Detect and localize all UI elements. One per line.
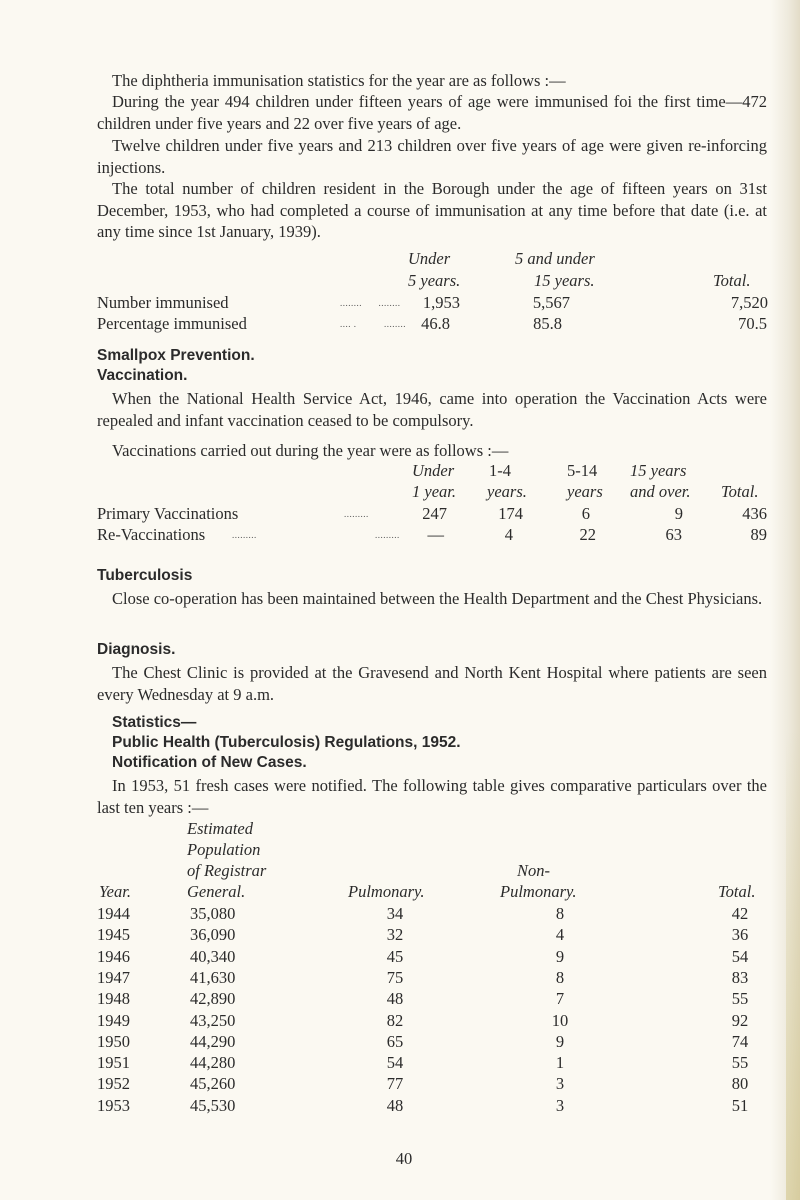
cell-pulmonary: 75: [386, 967, 404, 987]
cell-year: 1946: [97, 946, 130, 966]
cell-non-pulmonary: 10: [551, 1010, 569, 1030]
cell-population: 41,630: [190, 967, 236, 987]
cell-re-1-4: 4: [504, 525, 513, 544]
diphtheria-paragraph-2: Twelve children under five years and 213 children over five years of age were given re-inforcing injections.: [97, 136, 767, 177]
cell-primary-5-14: 6: [581, 504, 590, 523]
cell-non-pulmonary: 8: [555, 904, 565, 923]
header-estimated: Estimated: [187, 819, 253, 838]
cell-year: 1951: [97, 1053, 130, 1073]
cell-non-pulmonary: 8: [555, 967, 565, 987]
header-5-and-under: 5 and under: [515, 249, 595, 268]
page-edge-stain: [786, 730, 800, 1200]
cell-pulmonary: 48: [386, 989, 404, 1009]
cell-number-5-to-15: 5,567: [532, 293, 570, 312]
diagnosis-heading: Diagnosis.: [97, 641, 176, 658]
cell-pulmonary: 32: [386, 925, 404, 945]
cell-non-pulmonary: 9: [555, 1031, 565, 1051]
cell-year: 1945: [97, 925, 130, 945]
cell-non-pulmonary: 3: [555, 1095, 565, 1115]
cell-pulmonary: 77: [386, 1074, 404, 1094]
cell-year: 1949: [97, 1010, 130, 1030]
cell-year: 1948: [97, 989, 130, 1009]
row-label-number-immunised: Number immunised: [97, 293, 229, 312]
cell-percentage-5-to-15: 85.8: [533, 314, 562, 333]
leader-dots: ........ ........: [340, 298, 401, 308]
cell-population: 36,090: [190, 925, 236, 945]
header-pulmonary: Pulmonary.: [348, 882, 425, 901]
header-under-1: Under: [412, 461, 455, 480]
cell-year: 1944: [97, 904, 130, 923]
vaccination-heading: Vaccination.: [97, 367, 188, 384]
cell-re-15-over: 63: [665, 525, 682, 544]
cell-total: 42: [731, 904, 749, 923]
cell-re-5-14: 22: [579, 525, 596, 544]
header-and-over: and over.: [630, 482, 691, 501]
diphtheria-intro: The diphtheria immunisation statistics for the year are as follows :—: [112, 71, 566, 90]
cell-primary-1-4: 174: [498, 504, 523, 523]
cell-year: 1947: [97, 967, 130, 987]
header-total: Total.: [713, 271, 751, 290]
cell-total: 80: [731, 1074, 749, 1094]
diagnosis-paragraph: The Chest Clinic is provided at the Gravesend and North Kent Hospital where patients are seen every Wednesday at 9 a.m.: [97, 663, 767, 704]
cell-pulmonary: 65: [386, 1031, 404, 1051]
cell-population: 43,250: [190, 1010, 236, 1030]
cell-re-under-1: —: [427, 525, 444, 544]
cell-population: 45,530: [190, 1095, 236, 1115]
cell-number-total: 7,520: [730, 293, 768, 312]
vaccination-paragraph: When the National Health Service Act, 1946, came into operation the Vaccination Acts were repealed and infant vaccination ceased to be compulsory.: [97, 389, 767, 430]
cell-total: 36: [731, 925, 749, 945]
row-label-primary-vaccinations: Primary Vaccinations: [97, 504, 239, 523]
notification-paragraph: In 1953, 51 fresh cases were notified. The following table gives comparative particulars over the last ten years :—: [97, 776, 767, 817]
cell-year: 1953: [97, 1095, 130, 1115]
cell-population: 40,340: [190, 946, 236, 966]
cell-total: 55: [731, 1053, 749, 1073]
cell-pulmonary: 54: [386, 1053, 404, 1073]
cell-primary-total: 436: [742, 504, 767, 523]
page-number: 40: [395, 1149, 413, 1168]
regulations-heading: Public Health (Tuberculosis) Regulations, 1952.: [112, 734, 461, 751]
cell-population: 42,890: [190, 989, 236, 1009]
header-population: Population: [187, 840, 261, 859]
cell-year: 1952: [97, 1074, 130, 1094]
cell-percentage-under-5: 46.8: [421, 314, 450, 333]
cell-total: 51: [731, 1095, 749, 1115]
cell-population: 44,280: [190, 1053, 236, 1073]
header-1-4: 1-4: [489, 461, 511, 480]
tuberculosis-paragraph: Close co-operation has been maintained between the Health Department and the Chest Physicians.: [112, 589, 763, 608]
smallpox-heading: Smallpox Prevention.: [97, 347, 255, 364]
cell-total: 55: [731, 989, 749, 1009]
header-under-5: Under: [408, 249, 451, 268]
cell-population: 35,080: [190, 904, 236, 923]
notification-heading: Notification of New Cases.: [112, 754, 307, 771]
cell-primary-15-over: 9: [674, 504, 683, 523]
cell-primary-under-1: 247: [422, 504, 447, 523]
cell-pulmonary: 45: [386, 946, 404, 966]
header-general: General.: [187, 882, 246, 901]
cell-total: 74: [731, 1031, 749, 1051]
tuberculosis-heading: Tuberculosis: [97, 567, 193, 584]
cell-pulmonary: 34: [386, 904, 404, 923]
diphtheria-paragraph-3: The total number of children resident in the Borough under the age of fifteen years on 31st December, 1953, who had completed a course of immunisation at any time before that date (i.e. at any time since 1st January, 1939).: [97, 179, 767, 242]
header-year: Year.: [99, 882, 131, 901]
cell-total: 92: [731, 1010, 749, 1030]
header-total: Total.: [721, 482, 759, 501]
cell-non-pulmonary: 1: [555, 1053, 565, 1073]
header-15-years-over: 15 years: [630, 461, 687, 480]
header-total: Total.: [718, 882, 756, 901]
cell-percentage-total: 70.5: [738, 314, 767, 333]
cell-total: 54: [731, 946, 749, 966]
cell-non-pulmonary: 3: [555, 1074, 565, 1094]
header-1-4-years: years.: [487, 482, 527, 501]
cell-non-pulmonary: 4: [555, 925, 565, 945]
statistics-heading: Statistics—: [112, 714, 197, 731]
header-non: Non-: [517, 861, 550, 880]
row-label-re-vaccinations: Re-Vaccinations: [97, 525, 206, 544]
header-15-years: 15 years.: [534, 271, 595, 290]
leader-dots: ......... .........: [232, 530, 400, 540]
leader-dots: .... . ........: [340, 319, 406, 329]
leader-dots: .........: [344, 509, 369, 519]
header-5-14-years: years: [567, 482, 603, 501]
cell-population: 45,260: [190, 1074, 236, 1094]
cell-re-total: 89: [750, 525, 767, 544]
cell-population: 44,290: [190, 1031, 236, 1051]
cell-non-pulmonary: 9: [555, 946, 565, 966]
cell-year: 1950: [97, 1031, 130, 1051]
header-5-years: 5 years.: [408, 271, 461, 290]
vaccination-intro: Vaccinations carried out during the year were as follows :—: [112, 441, 509, 460]
cell-pulmonary: 82: [386, 1010, 404, 1030]
cell-non-pulmonary: 7: [555, 989, 565, 1009]
row-label-percentage-immunised: Percentage immunised: [97, 314, 247, 333]
cell-total: 83: [731, 967, 749, 987]
cell-pulmonary: 48: [386, 1095, 404, 1115]
diphtheria-paragraph-1: During the year 494 children under fifteen years of age were immunised foi the first time—472 children under five years and 22 over five years of age.: [97, 92, 767, 133]
header-of-registrar: of Registrar: [187, 861, 267, 880]
cell-number-under-5: 1,953: [422, 293, 460, 312]
header-5-14: 5-14: [567, 461, 598, 480]
header-non-pulmonary: Pulmonary.: [500, 882, 577, 901]
header-1-year: 1 year.: [412, 482, 456, 501]
